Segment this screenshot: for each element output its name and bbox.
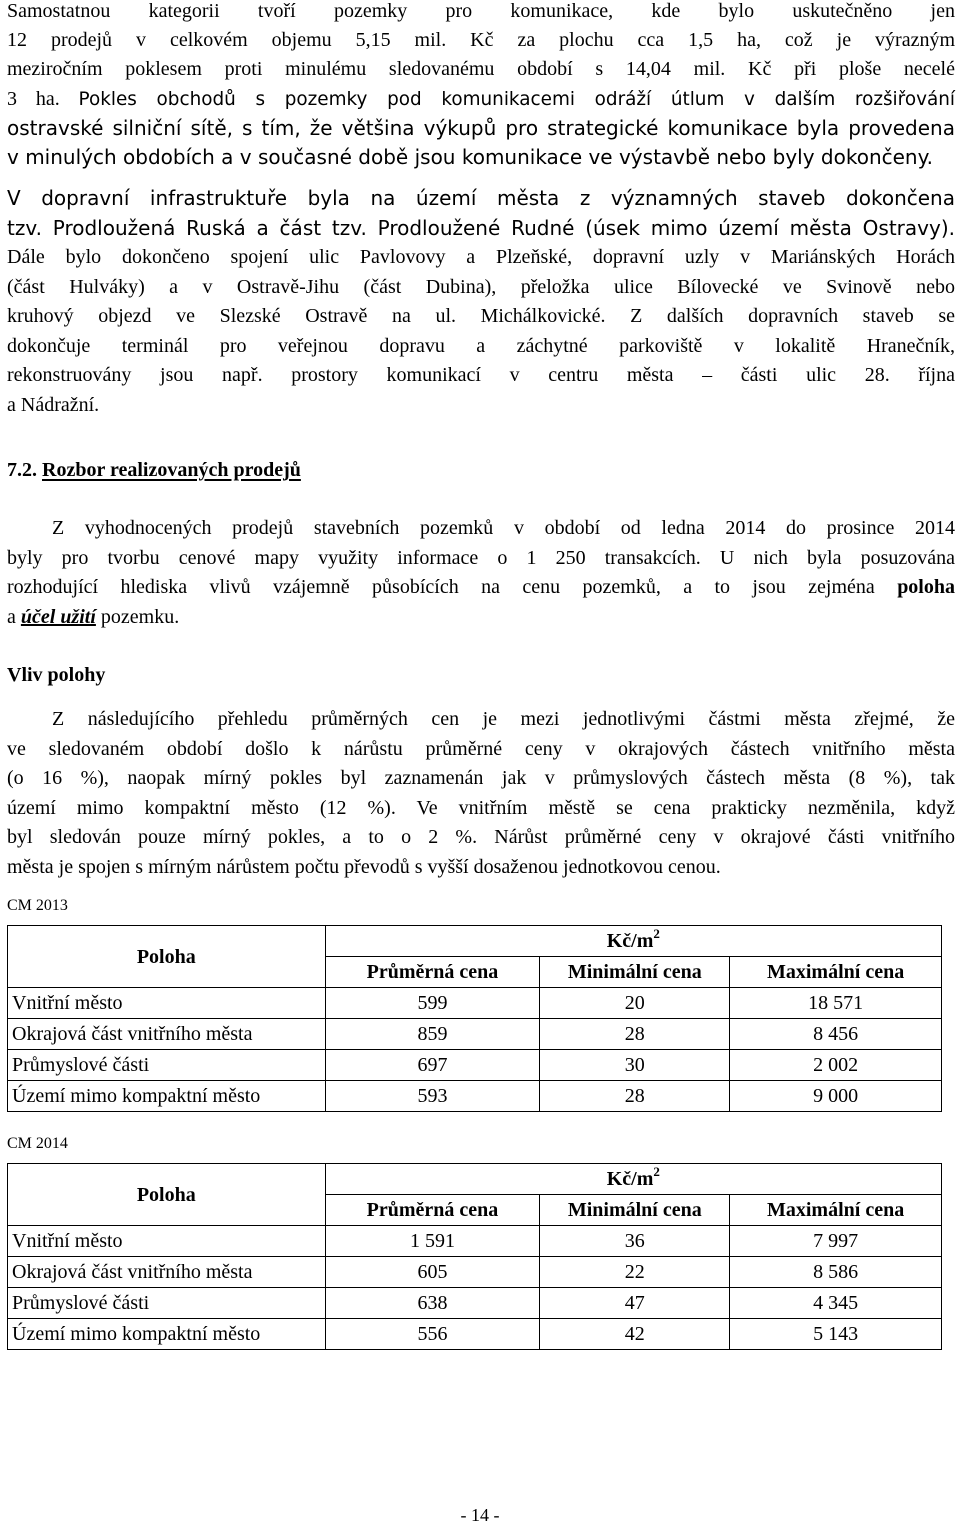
table-2013-label: CM 2013 (7, 897, 68, 914)
table-2014-label: CM 2014 (7, 1135, 68, 1152)
row-min: 28 (540, 1081, 730, 1112)
para1-line-5: ostravské silniční sítě, s tím, že většina výkupů pro strategické komunikace byla provedena (7, 116, 955, 140)
header-unit-base: Kč/m (606, 930, 654, 952)
header-min: Minimální cena (540, 957, 730, 988)
para3-line-2: byly pro tvorbu cenové mapy využity informace o 1 250 transakcích. U nich byla posuzována (7, 547, 955, 569)
para1-line-6: v minulých obdobích a v současné době jsou komunikace ve výstavbě nebo byly dokončeny. (7, 145, 933, 169)
row-max: 2 002 (730, 1050, 942, 1081)
row-max: 4 345 (730, 1288, 942, 1319)
para3-line-4-pre: a (7, 606, 16, 628)
para3-bold-poloha: poloha (897, 576, 955, 598)
header-min: Minimální cena (540, 1195, 730, 1226)
para4-line-1: Z následujícího přehledu průměrných cen je mezi jednotlivými částmi města zřejmé, že (52, 708, 955, 730)
para2-line-5: kruhový objezd ve Slezské Ostravě na ul. Michálkovické. Z dalších dopravních staveb se (7, 305, 955, 327)
section-heading (7, 459, 301, 482)
header-max: Maximální cena (730, 1195, 942, 1226)
para3-line-1: Z vyhodnocených prodejů stavebních pozemků v období od ledna 2014 do prosince 2014 (52, 517, 955, 539)
para4-line-2: ve sledovaném období došlo k nárůstu průměrné ceny v okrajových částech vnitřního města (7, 738, 955, 760)
row-name: Území mimo kompaktní město (8, 1319, 326, 1350)
row-name: Území mimo kompaktní město (8, 1081, 326, 1112)
row-min: 30 (540, 1050, 730, 1081)
row-avg: 1 591 (325, 1226, 540, 1257)
header-unit-base: Kč/m (606, 1168, 654, 1190)
row-min: 36 (540, 1226, 730, 1257)
row-max: 5 143 (730, 1319, 942, 1350)
section-number: 7.2. (7, 459, 37, 481)
para4-line-4: území mimo kompaktní město (12 %). Ve vnitřním městě se cena prakticky nezměnila, když (7, 797, 955, 819)
para1-line-4-sans: Pokles obchodů s pozemky pod komunikacemi odráží útlum v dalším rozšiřování (78, 89, 955, 110)
row-max: 8 586 (730, 1257, 942, 1288)
para2-line-6: dokončuje terminál pro veřejnou dopravu a záchytné parkoviště v lokalitě Hranečník, (7, 335, 955, 357)
table-row (8, 1050, 942, 1081)
page-number: - 14 - (460, 1505, 500, 1525)
header-unit (325, 1164, 941, 1195)
row-avg: 638 (325, 1288, 540, 1319)
row-min: 28 (540, 1019, 730, 1050)
para2-line-4: (část Hulváky) a v Ostravě-Jihu (část Dubina), přeložka ulice Bílovecké ve Svinově nebo (7, 276, 955, 298)
row-max: 8 456 (730, 1019, 942, 1050)
table-row (8, 1081, 942, 1112)
row-name: Okrajová část vnitřního města (8, 1257, 326, 1288)
para3-line-3 (7, 573, 955, 603)
para4-line-3: (o 16 %), naopak mírný pokles byl zaznamenán jak v průmyslových částech města (8 %), tak (7, 767, 955, 789)
table-row (8, 1019, 942, 1050)
para2-line-8: a Nádražní. (7, 394, 100, 416)
para1-line-1: Samostatnou kategorii tvoří pozemky pro komunikace, kde bylo uskutečněno jen (7, 0, 955, 22)
table-row (8, 1226, 942, 1257)
table-row (8, 1257, 942, 1288)
row-avg: 599 (325, 988, 540, 1019)
para2-line-7: rekonstruovány jsou např. prostory komunikací v centru města – části ulic 28. října (7, 364, 955, 386)
row-min: 22 (540, 1257, 730, 1288)
header-poloha: Poloha (8, 926, 326, 988)
row-max: 9 000 (730, 1081, 942, 1112)
header-unit (325, 926, 941, 957)
para1-line-4 (7, 85, 955, 115)
para1-line-2: 12 prodejů v celkovém objemu 5,15 mil. Kč za plochu cca 1,5 ha, což je výrazným (7, 29, 955, 51)
para2-line-1: V dopravní infrastruktuře byla na území města z významných staveb dokončena (7, 186, 955, 210)
header-unit-exp: 2 (653, 926, 660, 941)
table-row (8, 988, 942, 1019)
header-avg: Průměrná cena (325, 1195, 540, 1226)
para3-line-4-post: pozemku. (100, 606, 180, 628)
row-name: Průmyslové části (8, 1050, 326, 1081)
price-table-2014 (7, 1163, 942, 1350)
price-table-2013 (7, 925, 942, 1112)
row-min: 47 (540, 1288, 730, 1319)
subheading-vliv-polohy: Vliv polohy (7, 664, 106, 686)
para3-line-3-text: rozhodující hlediska vlivů vzájemně působících na cenu pozemků, a to jsou zejména (7, 576, 875, 598)
table-header-row (8, 1164, 942, 1195)
para2-line-2: tzv. Prodloužená Ruská a část tzv. Prodloužené Rudné (úsek mimo území města Ostravy). (7, 216, 955, 240)
para2-line-3: Dále bylo dokončeno spojení ulic Pavlovovy a Plzeňské, dopravní uzly v Mariánských Horách (7, 246, 955, 268)
header-poloha: Poloha (8, 1164, 326, 1226)
table-row (8, 1288, 942, 1319)
row-max: 7 997 (730, 1226, 942, 1257)
para4-line-6: města je spojen s mírným nárůstem počtu převodů s vyšší dosaženou jednotkovou cenou. (7, 856, 721, 878)
para1-line-4-serif: 3 ha. (7, 88, 60, 110)
row-name: Průmyslové části (8, 1288, 326, 1319)
header-max: Maximální cena (730, 957, 942, 988)
row-min: 20 (540, 988, 730, 1019)
header-avg: Průměrná cena (325, 957, 540, 988)
para1-line-3: meziročním poklesem proti minulému sledovanému období s 14,04 mil. Kč při ploše necelé (7, 58, 955, 80)
table-row (8, 1319, 942, 1350)
row-avg: 605 (325, 1257, 540, 1288)
header-unit-exp: 2 (653, 1164, 660, 1179)
row-avg: 556 (325, 1319, 540, 1350)
section-title: Rozbor realizovaných prodejů (42, 459, 301, 481)
row-name: Vnitřní město (8, 1226, 326, 1257)
row-name: Okrajová část vnitřního města (8, 1019, 326, 1050)
row-avg: 593 (325, 1081, 540, 1112)
para3-emphasis: účel užití (20, 606, 96, 628)
para4-line-5: byl sledován pouze mírný pokles, a to o 2 %. Nárůst průměrné ceny v okrajové části vnitřního (7, 826, 955, 848)
row-avg: 859 (325, 1019, 540, 1050)
row-avg: 697 (325, 1050, 540, 1081)
row-name: Vnitřní město (8, 988, 326, 1019)
para3-line-4 (7, 603, 955, 633)
row-min: 42 (540, 1319, 730, 1350)
row-max: 18 571 (730, 988, 942, 1019)
table-header-row (8, 926, 942, 957)
